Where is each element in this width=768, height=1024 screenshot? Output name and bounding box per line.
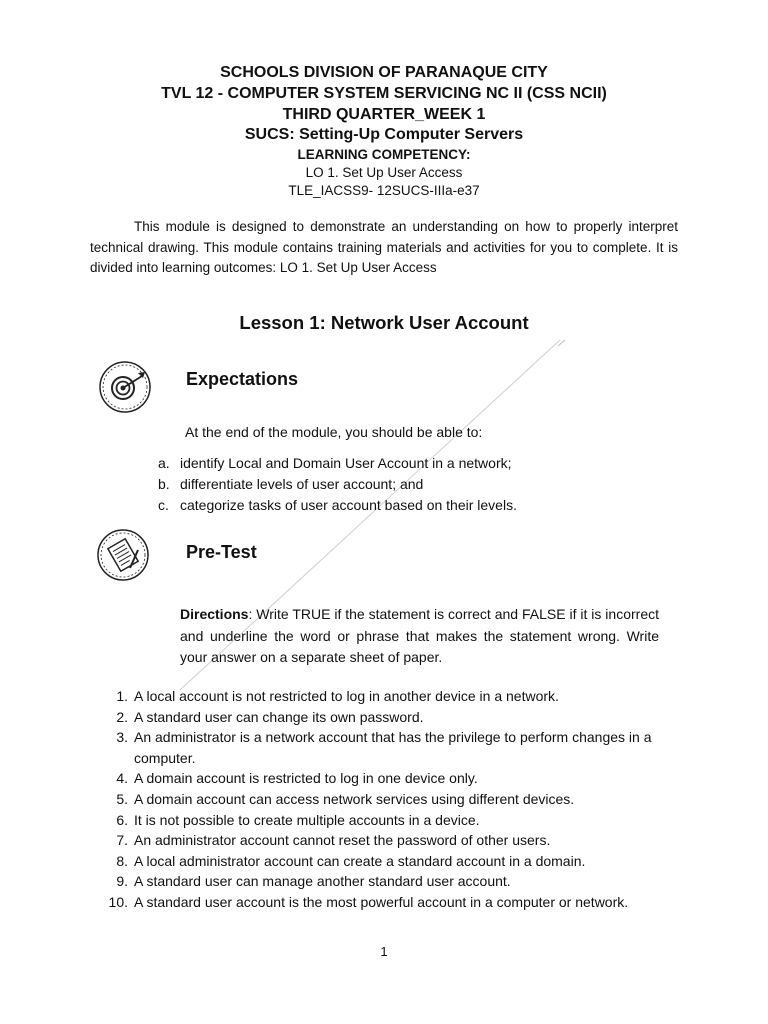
course-title: TVL 12 - COMPUTER SYSTEM SERVICING NC II (CSS NCII) — [161, 85, 607, 102]
list-item: 3. An administrator is a network account that has the privilege to perform changes in a computer. — [116, 729, 652, 766]
list-item: 4. A domain account is restricted to log in one device only. — [116, 770, 478, 787]
list-item: c. categorize tasks of user account based on their levels. — [158, 497, 517, 513]
target-icon — [98, 360, 152, 419]
list-item: 2. A standard user can change its own password. — [116, 708, 424, 725]
pretest-questions — [108, 686, 668, 913]
expectations-list — [158, 453, 517, 516]
pretest-title: Pre-Test — [186, 542, 257, 562]
list-item: b. differentiate levels of user account; and — [158, 476, 424, 492]
checklist-icon — [96, 528, 150, 587]
list-item: 9. A standard user can manage another standard user account. — [116, 873, 511, 890]
list-item: 5. A domain account can access network services using different devices. — [116, 790, 575, 807]
subject-title: SUCS: Setting-Up Computer Servers — [244, 126, 524, 143]
pretest-directions: Directions: Write TRUE if the statement is correct and FALSE if it is incorrect and underline the word or phrase that makes the statement wrong. Write your answer on a separate sheet of paper. — [180, 606, 659, 665]
expectations-lead: At the end of the module, you should be able to: — [185, 424, 483, 440]
quarter-week-title: THIRD QUARTER_WEEK 1 — [282, 106, 486, 123]
competency-label: LEARNING COMPETENCY: — [297, 147, 471, 162]
list-item: 10. A standard user account is the most powerful account in a computer or network. — [108, 893, 629, 910]
intro-paragraph: This module is designed to demonstrate an understanding on how to properly interpret technical drawing. This module contains training materials and activities for you to complete. It is divided into learning outcomes: LO 1. Set Up User Access — [90, 219, 678, 275]
lesson-title: Lesson 1: Network User Account — [239, 312, 529, 333]
list-item: a. identify Local and Domain User Account in a network; — [158, 455, 512, 471]
list-item: 8. A local administrator account can create a standard account in a domain. — [116, 852, 586, 869]
expectations-title: Expectations — [186, 369, 299, 389]
list-item: 7. An administrator account cannot reset the password of other users. — [116, 832, 551, 849]
list-item: 1. A local account is not restricted to log in another device in a network. — [116, 688, 559, 704]
school-division-title: SCHOOLS DIVISION OF PARANAQUE CITY — [220, 64, 548, 81]
competency-code: TLE_IACSS9- 12SUCS-IIIa-e37 — [288, 183, 480, 198]
competency-text: LO 1. Set Up User Access — [305, 165, 463, 180]
page-number: 1 — [380, 944, 388, 959]
list-item: 6. It is not possible to create multiple accounts in a device. — [116, 811, 480, 828]
